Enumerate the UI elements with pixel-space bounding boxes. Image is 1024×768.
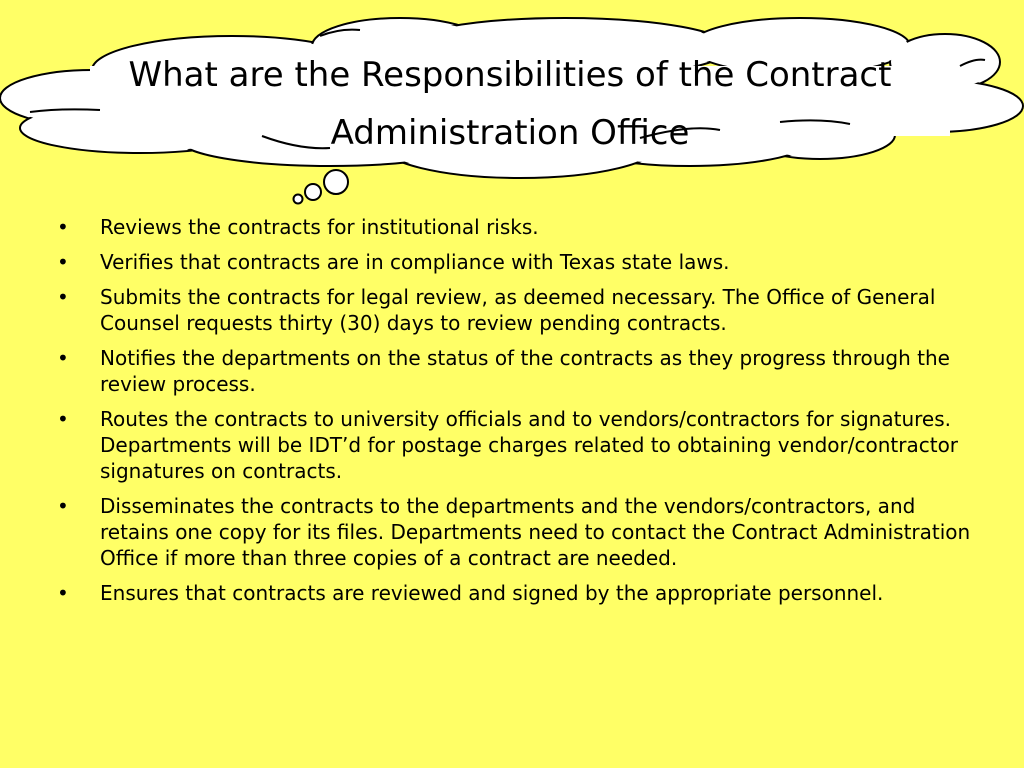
- bullet-icon: •: [57, 346, 69, 370]
- slide-title: What are the Responsibilities of the Contract Administration Office: [128, 55, 892, 153]
- list-item: [54, 345, 974, 397]
- list-item: [54, 249, 974, 275]
- bullet-text: Disseminates the contracts to the departments and the vendors/contractors, and retains one copy for its files. Departments need to contact the Contract Administration Office if more than three copies of a contract are needed.: [100, 494, 971, 570]
- bullet-text: Verifies that contracts are in compliance with Texas state laws.: [100, 250, 730, 274]
- bullet-icon: •: [57, 285, 69, 309]
- bullet-icon: •: [57, 407, 69, 431]
- bullet-text: Submits the contracts for legal review, as deemed necessary. The Office of General Counsel requests thirty (30) days to review pending contracts.: [100, 285, 936, 335]
- bullet-text: Notifies the departments on the status of the contracts as they progress through the review process.: [100, 346, 950, 396]
- bullet-icon: •: [57, 250, 69, 274]
- bullet-text: Reviews the contracts for institutional risks.: [100, 215, 539, 239]
- list-item: [54, 493, 974, 571]
- list-item: [54, 214, 974, 240]
- list-item: [54, 284, 974, 336]
- bullet-icon: •: [57, 215, 69, 239]
- bullet-icon: •: [57, 581, 69, 605]
- bullet-text: Ensures that contracts are reviewed and signed by the appropriate personnel.: [100, 581, 884, 605]
- list-item: [54, 580, 974, 606]
- bullet-text: Routes the contracts to university officials and to vendors/contractors for signatures. Departments will be IDT’d for postage charges related to obtaining vendor/contractor signatures on contracts.: [100, 407, 959, 483]
- responsibilities-list: [54, 214, 974, 615]
- bullet-icon: •: [57, 494, 69, 518]
- list-item: [54, 406, 974, 484]
